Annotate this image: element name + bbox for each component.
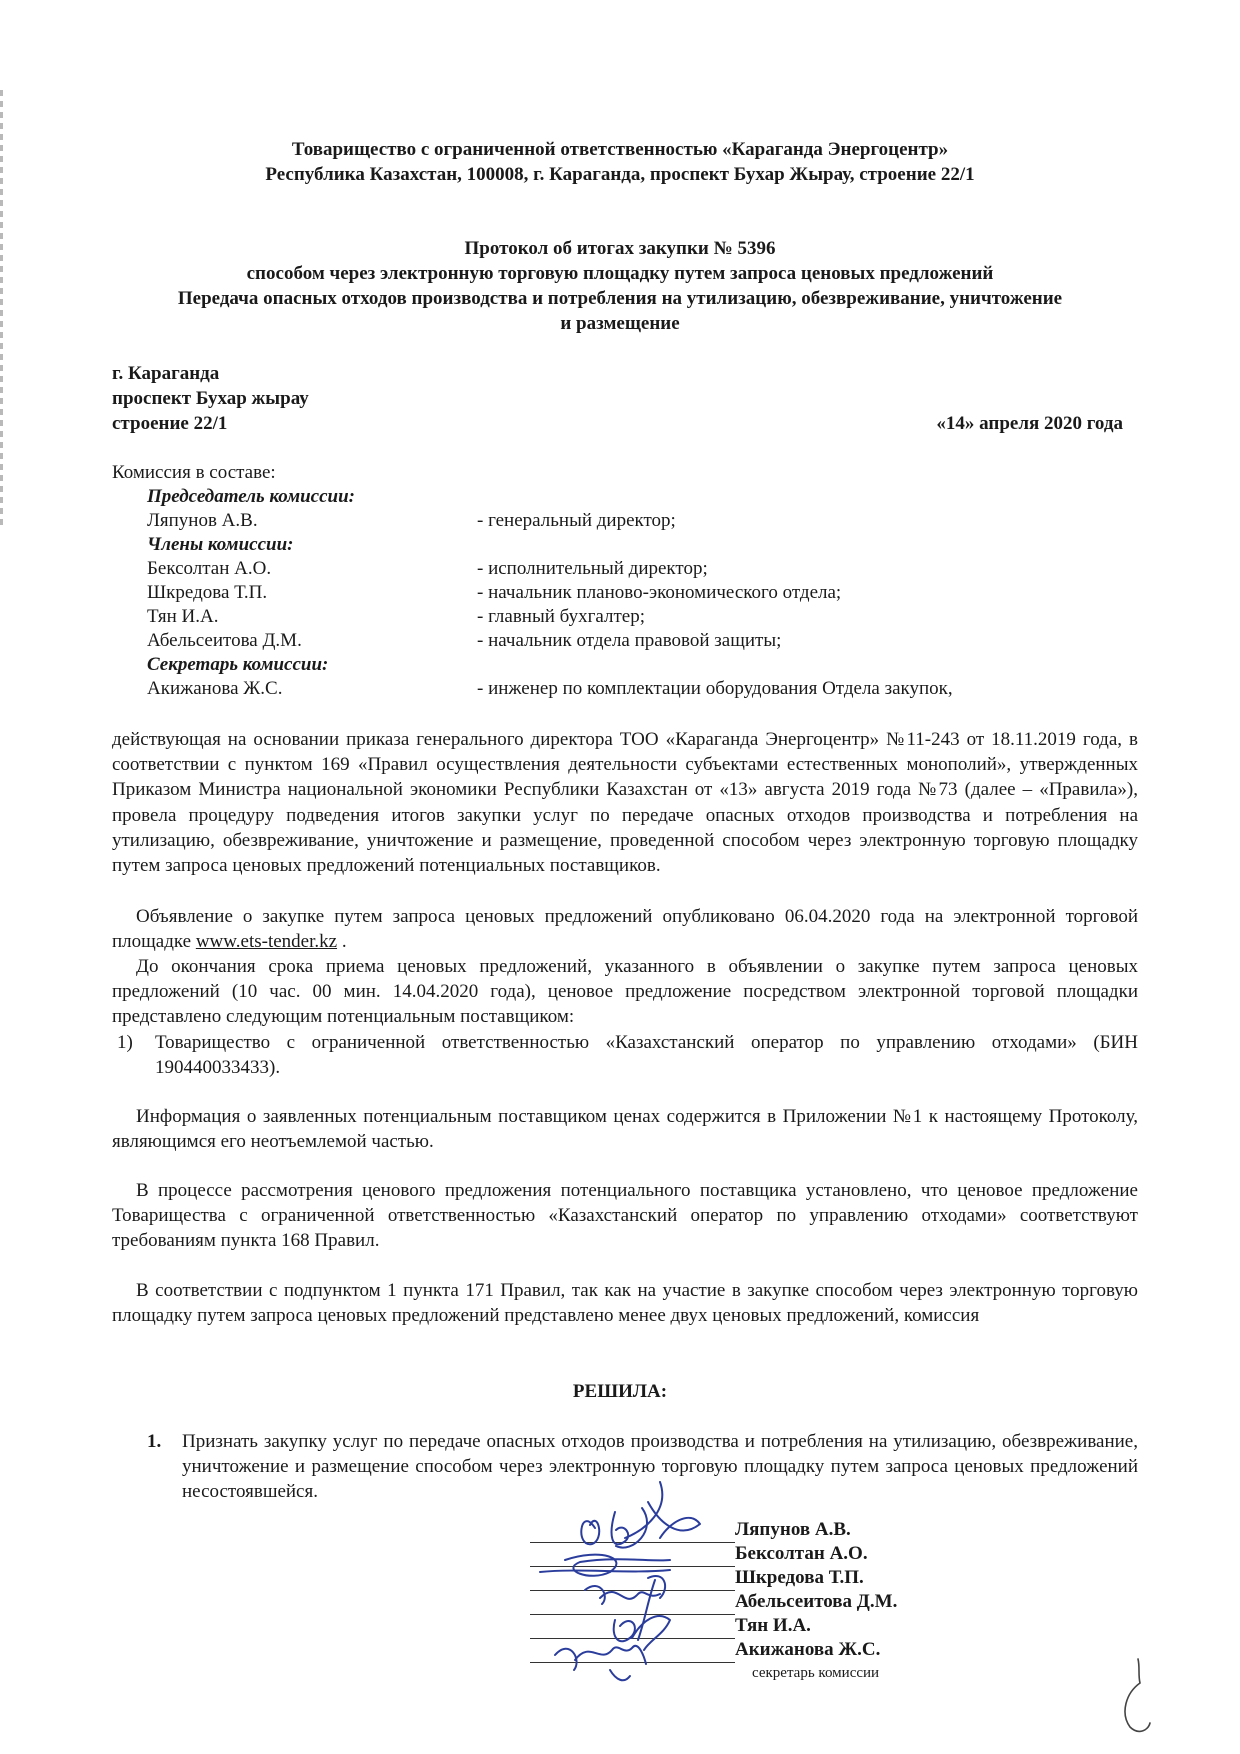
signatory-name: Тян И.А. (735, 1615, 811, 1636)
member-role: - исполнительный директор; (477, 558, 708, 579)
list-number: 1) (117, 1032, 133, 1053)
secretary-name: Акижанова Ж.С. (147, 678, 283, 699)
chair-name: Ляпунов А.В. (147, 510, 258, 531)
protocol-subject-end: и размещение (560, 313, 680, 334)
supplier-list-item: Товарищество с ограниченной ответственностью «Казахстанский оператор по управлению отходами» (БИН 190440033433). (155, 1032, 1138, 1079)
member-name: Тян И.А. (147, 606, 219, 627)
org-address-line: Республика Казахстан, 100008, г. Караганда, проспект Бухар Жырау, строение 22/1 (265, 164, 975, 185)
signatory-name: Ляпунов А.В. (735, 1519, 851, 1540)
decision-text: Признать закупку услуг по передаче опасных отходов производства и потребления на утилизацию, обезвреживание, уничтожение и размещение способом через электронную торговую площадку путем запроса ценовых предложений несостоявшейся. (182, 1431, 1138, 1503)
decision-heading: РЕШИЛА: (572, 1381, 668, 1402)
body-paragraph-basis-decision: В соответствии с подпунктом 1 пункта 171 Правил, так как на участие в закупке способом через электронную торговую площадку путем запроса ценовых предложений представлено менее двух ценовых предложений, комиссия (112, 1280, 1138, 1327)
body-paragraph-announcement (112, 904, 1138, 954)
member-name: Бексолтан А.О. (147, 558, 272, 579)
decision-number: 1. (147, 1431, 162, 1452)
chair-role: - генеральный директор; (477, 510, 676, 531)
place-city: г. Караганда (112, 363, 220, 384)
member-role: - начальник планово-экономического отдела; (477, 582, 842, 603)
signatory-name: Бексолтан А.О. (735, 1543, 868, 1564)
chair-label: Председатель комиссии: (147, 486, 355, 507)
org-name-line: Товарищество с ограниченной ответственностью «Караганда Энергоцентр» (291, 139, 949, 160)
body-paragraph-prices: Информация о заявленных потенциальным поставщиком ценах содержится в Приложении №1 к настоящему Протоколу, являющимся его неотъемлемой частью. (112, 1106, 1138, 1153)
member-role: - главный бухгалтер; (477, 606, 645, 627)
place-building: строение 22/1 (112, 413, 228, 434)
place-street: проспект Бухар жырау (112, 388, 309, 409)
body-paragraph-review: В процессе рассмотрения ценового предложения потенциального поставщика установлено, что ценовое предложение Товарищества с ограниченной ответственностью «Казахстанский оператор по управлению отходами» соответствуют требованиям пункта 168 Правил. (112, 1180, 1138, 1252)
announcement-end: . (337, 931, 347, 953)
commission-intro: Комиссия в составе: (112, 462, 276, 483)
body-paragraph-basis: действующая на основании приказа генерального директора ТОО «Караганда Энергоцентр» №11-243 от 18.11.2019 года, в соответствии с пунктом 169 «Правил осуществления деятельности субъектами естественных монополий», утвержденных Приказом Министра национальной экономики Республики Казахстан от «13» августа 2019 года №73 (далее – «Правила»), провела процедуру подведения итогов закупки услуг по передаче опасных отходов производства и потребления на утилизацию, обезвреживание, уничтожение и размещение, проведенной способом через электронную торговую площадку путем запроса ценовых предложений потенциальных поставщиков. (112, 729, 1138, 877)
handwritten-signatures (520, 1470, 750, 1685)
members-label: Члены комиссии: (147, 534, 294, 555)
protocol-date: «14» апреля 2020 года (936, 413, 1123, 434)
ets-tender-link[interactable]: www.ets-tender.kz (195, 931, 338, 953)
secretary-caption: секретарь комиссии (752, 1665, 880, 1681)
protocol-title: Протокол об итогах закупки № 5396 (464, 238, 776, 259)
signatory-name: Акижанова Ж.С. (735, 1639, 881, 1660)
member-name: Абельсеитова Д.М. (147, 630, 302, 651)
member-role: - начальник отдела правовой защиты; (477, 630, 782, 651)
protocol-method: способом через электронную торговую площадку путем запроса ценовых предложений (246, 263, 994, 284)
secretary-role: - инженер по комплектации оборудования Отдела закупок, (477, 678, 953, 699)
secretary-label: Секретарь комиссии: (147, 654, 329, 675)
margin-mark (1110, 1655, 1160, 1740)
body-paragraph-deadline: До окончания срока приема ценовых предложений, указанного в объявлении о закупке путем запроса ценовых предложений (10 час. 00 мин. 14.04.2020 года), ценовое предложение посредством электронной торговой площадки представлено следующим потенциальным поставщиком: (112, 956, 1138, 1028)
announcement-text: Объявление о закупке путем запроса ценовых предложений опубликовано 06.04.2020 года на электронной торговой площадке (112, 906, 1138, 953)
protocol-subject: Передача опасных отходов производства и потребления на утилизацию, обезвреживание, уничтожение (177, 288, 1063, 309)
member-name: Шкредова Т.П. (147, 582, 268, 603)
signatory-name: Шкредова Т.П. (735, 1567, 864, 1588)
signatory-name: Абельсеитова Д.М. (735, 1591, 898, 1612)
